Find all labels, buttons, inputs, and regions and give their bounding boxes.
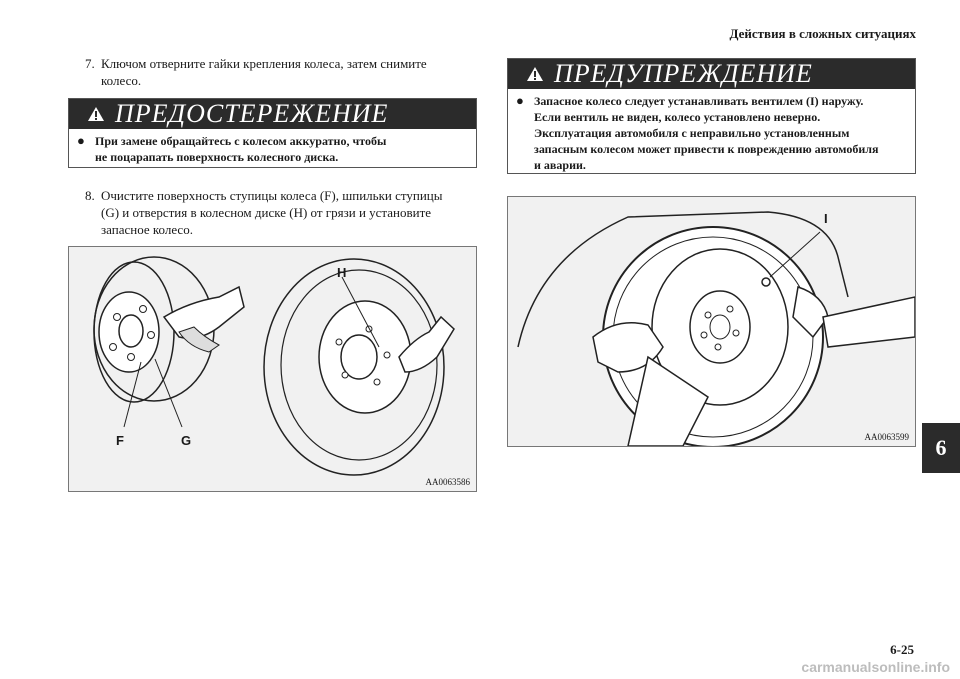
caution-line: не поцарапать поверхность колесного диска.	[95, 150, 339, 164]
chapter-tab: 6	[922, 423, 960, 473]
warning-body	[508, 89, 915, 179]
hub-drawing	[69, 247, 476, 491]
warning-triangle-icon	[526, 59, 544, 89]
step-line: Очистите поверхность ступицы колеса (F), шпильки ступицы	[101, 188, 443, 203]
warning-box	[507, 58, 916, 174]
step-line: запасное колесо.	[101, 222, 193, 237]
step-7	[85, 55, 485, 91]
hub-cleaning-illustration	[68, 246, 477, 492]
spare-wheel-illustration	[507, 196, 916, 447]
caution-title-bar	[69, 99, 476, 129]
figure-code: AA0063586	[425, 477, 470, 487]
warning-line: Запасное колесо следует устанавливать вентилем (I) наружу.	[534, 94, 864, 108]
caution-box	[68, 98, 477, 168]
step-line: колесо.	[101, 73, 142, 88]
warning-line: Эксплуатация автомобиля с неправильно установленным	[534, 126, 850, 140]
warning-title: ПРЕДУПРЕЖДЕНИЕ	[554, 59, 813, 88]
label-i: I	[824, 211, 828, 226]
caution-title: ПРЕДОСТЕРЕЖЕНИЕ	[115, 99, 389, 128]
warning-line: запасным колесом может привести к повреждению автомобиля	[534, 142, 879, 156]
section-header: Действия в сложных ситуациях	[729, 26, 916, 41]
bullet: ●	[516, 93, 524, 108]
watermark: carmanualsonline.info	[801, 659, 950, 675]
label-f: F	[116, 433, 124, 448]
step-line: Ключом отверните гайки крепления колеса, затем снимите	[101, 56, 427, 71]
figure-code: AA0063599	[864, 432, 909, 442]
caution-line: При замене обращайтесь с колесом аккуратно, чтобы	[95, 134, 387, 148]
step-8	[85, 187, 485, 241]
warning-title-bar	[508, 59, 915, 89]
step-line: (G) и отверстия в колесном диске (H) от грязи и установите	[101, 205, 432, 220]
warning-line: Если вентиль не виден, колесо установлено неверно.	[534, 110, 821, 124]
bullet: ●	[77, 133, 85, 148]
warning-triangle-icon	[87, 99, 105, 129]
step-number: 7.	[85, 56, 95, 71]
caution-body	[69, 129, 476, 171]
spare-wheel-drawing	[508, 197, 915, 446]
label-h: H	[337, 265, 347, 280]
warning-line: и аварии.	[534, 158, 586, 172]
label-g: G	[181, 433, 192, 448]
step-number: 8.	[85, 188, 95, 203]
page-number: 6-25	[890, 642, 914, 657]
